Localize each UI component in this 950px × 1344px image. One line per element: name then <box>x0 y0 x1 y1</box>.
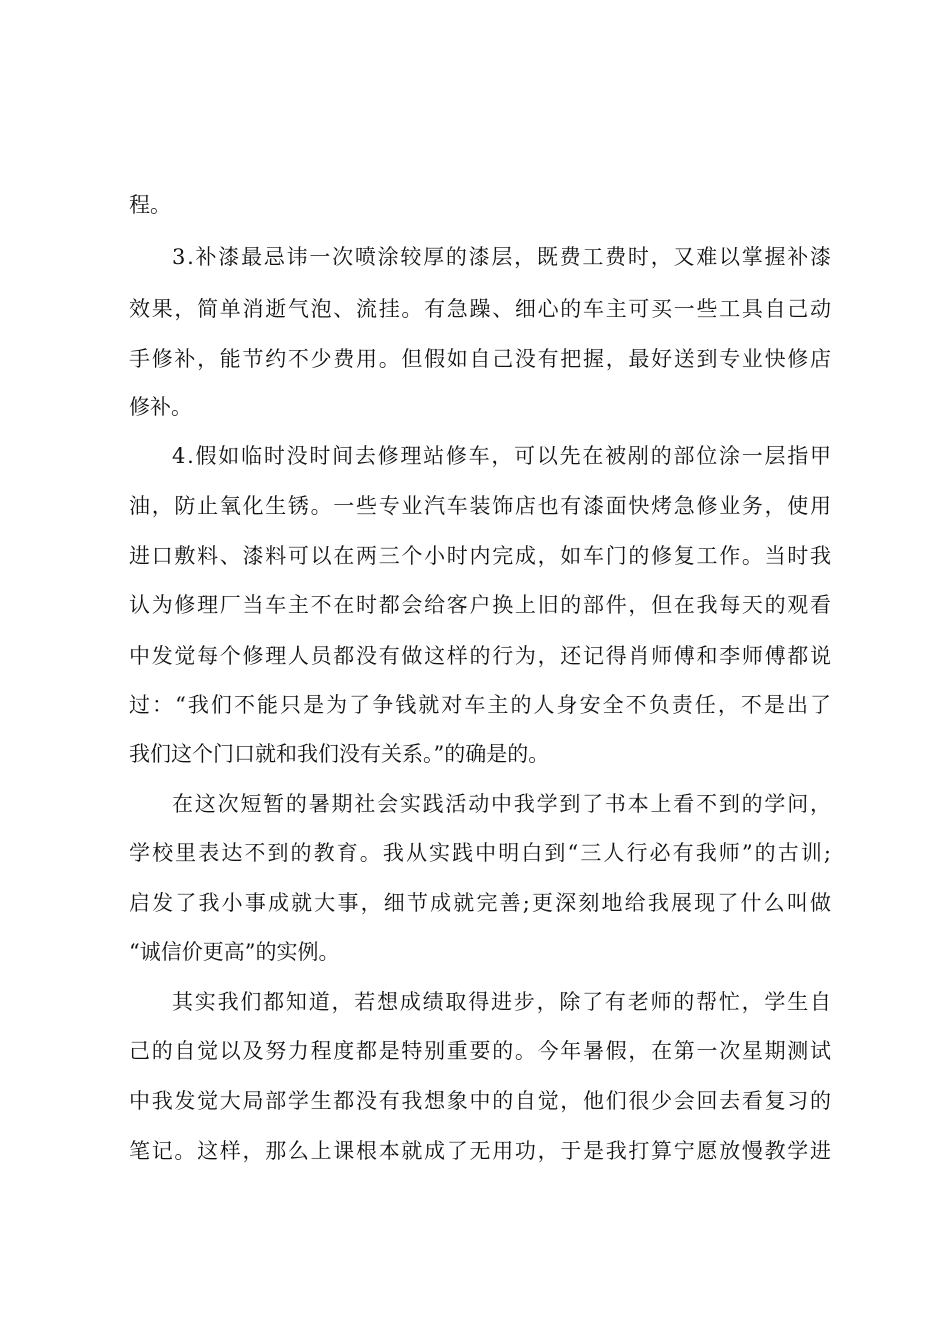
text-line: 认为修理厂当车主不在时都会给客户换上旧的部件，但在我每天的观看 <box>129 593 833 617</box>
text-line: 效果，简单消逝气泡、流挂。有急躁、细心的车主可买一些工具自己动 <box>129 297 833 321</box>
text-line: 过：“我们不能只是为了争钱就对车主的人身安全不负责任，不是出了 <box>129 693 834 717</box>
text-line: “诚信价更高”的实例。 <box>129 940 340 964</box>
text-line: 4.假如临时没时间去修理站修车，可以先在被剐的部位涂一层指甲 <box>172 444 833 468</box>
text-line: 油，防止氧化生锈。一些专业汽车装饰店也有漆面快烤急修业务，使用 <box>129 494 833 518</box>
text-line: 进口敷料、漆料可以在两三个小时内完成，如车门的修复工作。当时我 <box>129 544 833 568</box>
text-line: 中我发觉大局部学生都没有我想象中的自觉，他们很少会回去看复习的 <box>129 1089 833 1113</box>
text-line: 学校里表达不到的教育。我从实践中明白到“三人行必有我师”的古训; <box>129 841 834 865</box>
text-line: 在这次短暂的暑期社会实践活动中我学到了书本上看不到的学问， <box>172 792 833 816</box>
text-line: 修补。 <box>129 395 192 419</box>
text-line: 笔记。这样，那么上课根本就成了无用功，于是我打算宁愿放慢教学进 <box>129 1139 833 1163</box>
text-line: 中发觉每个修理人员都没有做这样的行为，还记得肖师傅和李师傅都说 <box>129 644 833 668</box>
text-line: 程。 <box>129 193 171 217</box>
text-line: 启发了我小事成就大事，细节成就完善;更深刻地给我展现了什么叫做 <box>129 891 834 915</box>
text-line: 其实我们都知道，若想成绩取得进步，除了有老师的帮忙，学生自 <box>172 990 833 1014</box>
text-line: 己的自觉以及努力程度都是特别重要的。今年暑假，在第一次星期测试 <box>129 1039 833 1063</box>
text-line: 3.补漆最忌讳一次喷涂较厚的漆层，既费工费时，又难以掌握补漆 <box>172 245 833 269</box>
text-line: 手修补，能节约不少费用。但假如自己没有把握，最好送到专业快修店 <box>129 347 833 371</box>
text-line: 我们这个门口就和我们没有关系。”的确是的。 <box>129 742 550 766</box>
